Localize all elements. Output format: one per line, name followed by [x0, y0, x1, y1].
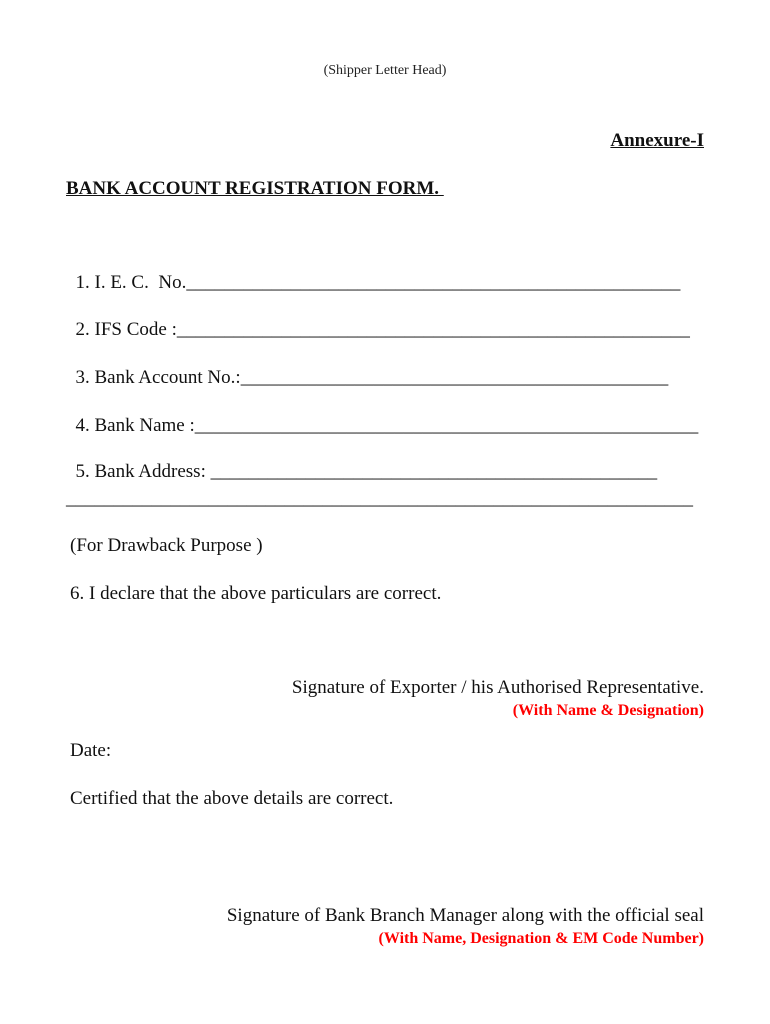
field-bank-account-number[interactable]: [66, 345, 668, 389]
field-ifs-line[interactable]: ______________________________________________________: [176, 319, 690, 340]
field-account-label: 3. Bank Account No.:: [75, 367, 241, 388]
declaration-text: 6. I declare that the above particulars are correct.: [70, 583, 442, 604]
manager-signature-note: (With Name, Designation & EM Code Number): [378, 930, 704, 947]
manager-signature-label: Signature of Bank Branch Manager along with the official seal: [226, 905, 704, 926]
field-ifs-label: 2. IFS Code :: [75, 319, 177, 340]
field-iec-line[interactable]: ____________________________________________________: [186, 272, 681, 293]
field-bank-name-label: 4. Bank Name :: [75, 415, 195, 436]
exporter-signature-note: (With Name & Designation): [512, 702, 704, 719]
bank-address-line-2[interactable]: __________________________________________________________________: [66, 488, 693, 509]
field-bank-address-label: 5. Bank Address:: [75, 461, 211, 482]
form-title: BANK ACCOUNT REGISTRATION FORM.: [66, 178, 444, 199]
field-iec-number[interactable]: [66, 250, 680, 294]
field-bank-address[interactable]: [66, 439, 657, 483]
exporter-signature-label: Signature of Exporter / his Authorised Representative.: [291, 677, 704, 698]
letterhead-text: (Shipper Letter Head): [323, 63, 447, 78]
field-bank-name-line[interactable]: _____________________________________________________: [194, 415, 699, 436]
annexure-label: Annexure-I: [610, 130, 704, 151]
field-iec-label: 1. I. E. C. No.: [75, 272, 187, 293]
field-bank-name[interactable]: [66, 393, 698, 437]
drawback-purpose-text: (For Drawback Purpose ): [70, 535, 263, 556]
field-ifs-code[interactable]: [66, 297, 690, 341]
field-account-line[interactable]: _____________________________________________: [240, 367, 669, 388]
certified-text: Certified that the above details are correct.: [70, 788, 394, 809]
date-label: Date:: [70, 740, 112, 761]
field-bank-address-line[interactable]: _______________________________________________: [210, 461, 658, 482]
